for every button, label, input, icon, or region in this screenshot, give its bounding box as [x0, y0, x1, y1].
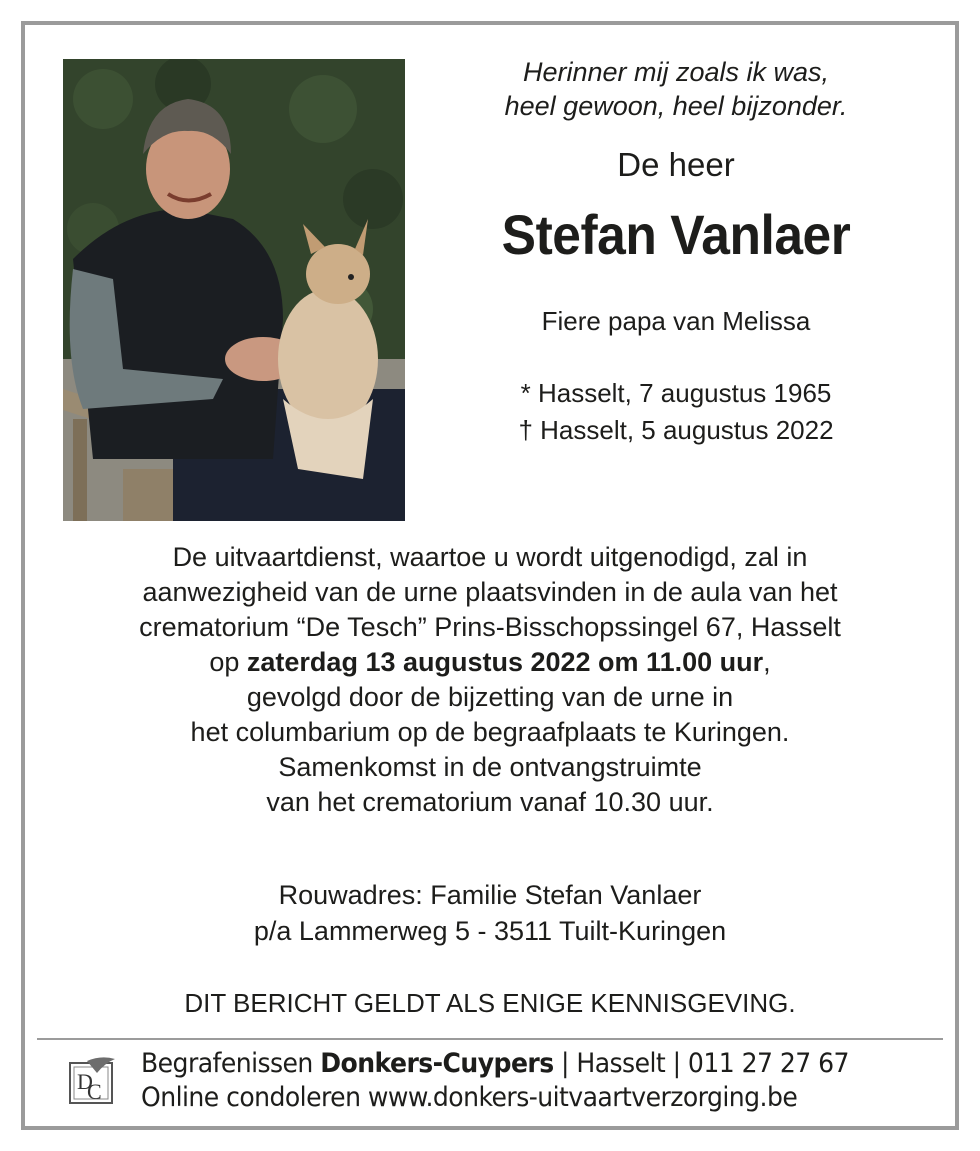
service-line-6: het columbarium op de begraafplaats te Kuringen. [190, 717, 790, 747]
mourning-address [25, 877, 955, 949]
quote-line-1: Herinner mij zoals ik was, [522, 57, 830, 87]
portrait-photo-icon [63, 59, 405, 521]
svg-text:C: C [87, 1079, 102, 1104]
service-date: zaterdag 13 augustus 2022 om 11.00 uur [246, 647, 764, 677]
svg-text:D: D [77, 1069, 93, 1094]
quote [445, 55, 907, 123]
header-block [445, 55, 907, 449]
obituary-card [21, 21, 959, 1130]
footer-prefix: Begrafenissen [141, 1048, 321, 1079]
company-name: Donkers-Cuypers [320, 1048, 554, 1079]
service-line-3: crematorium “De Tesch” Prins-Bisschopssingel 67, Hasselt [139, 612, 841, 642]
footer-contact: | Hasselt | 011 27 27 67 [553, 1048, 849, 1079]
quote-line-2: heel gewoon, heel bijzonder. [504, 91, 848, 121]
honorific: De heer [617, 146, 735, 183]
death-date: † Hasselt, 5 augustus 2022 [518, 415, 834, 445]
online-condolence-link[interactable]: Online condoleren www.donkers-uitvaartverzorging.be [141, 1082, 798, 1113]
birth-date: * Hasselt, 7 augustus 1965 [520, 378, 832, 408]
service-line-8: van het crematorium vanaf 10.30 uur. [266, 787, 714, 817]
footer-text [141, 1047, 849, 1115]
address-line-2: p/a Lammerweg 5 - 3511 Tuilt-Kuringen [253, 916, 727, 946]
footer-divider [37, 1038, 943, 1040]
service-date-suffix: , [763, 647, 771, 677]
portrait-photo [63, 59, 405, 521]
service-line-7: Samenkomst in de ontvangstruimte [278, 752, 702, 782]
service-date-prefix: op [209, 647, 247, 677]
official-notice: DIT BERICHT GELDT ALS ENIGE KENNISGEVING. [184, 988, 796, 1018]
service-line-5: gevolgd door de bijzetting van de urne in [246, 682, 734, 712]
service-details [25, 540, 955, 820]
address-line-1: Rouwadres: Familie Stefan Vanlaer [278, 880, 702, 910]
service-line-1: De uitvaartdienst, waartoe u wordt uitgenodigd, zal in [172, 542, 808, 572]
family-relation: Fiere papa van Melissa [541, 306, 811, 336]
life-dates [445, 375, 907, 449]
service-line-2: aanwezigheid van de urne plaatsvinden in de aula van het [142, 577, 838, 607]
deceased-name: Stefan Vanlaer [501, 203, 851, 266]
funeral-home-logo-icon [67, 1055, 119, 1107]
funeral-home-footer [65, 1047, 925, 1117]
